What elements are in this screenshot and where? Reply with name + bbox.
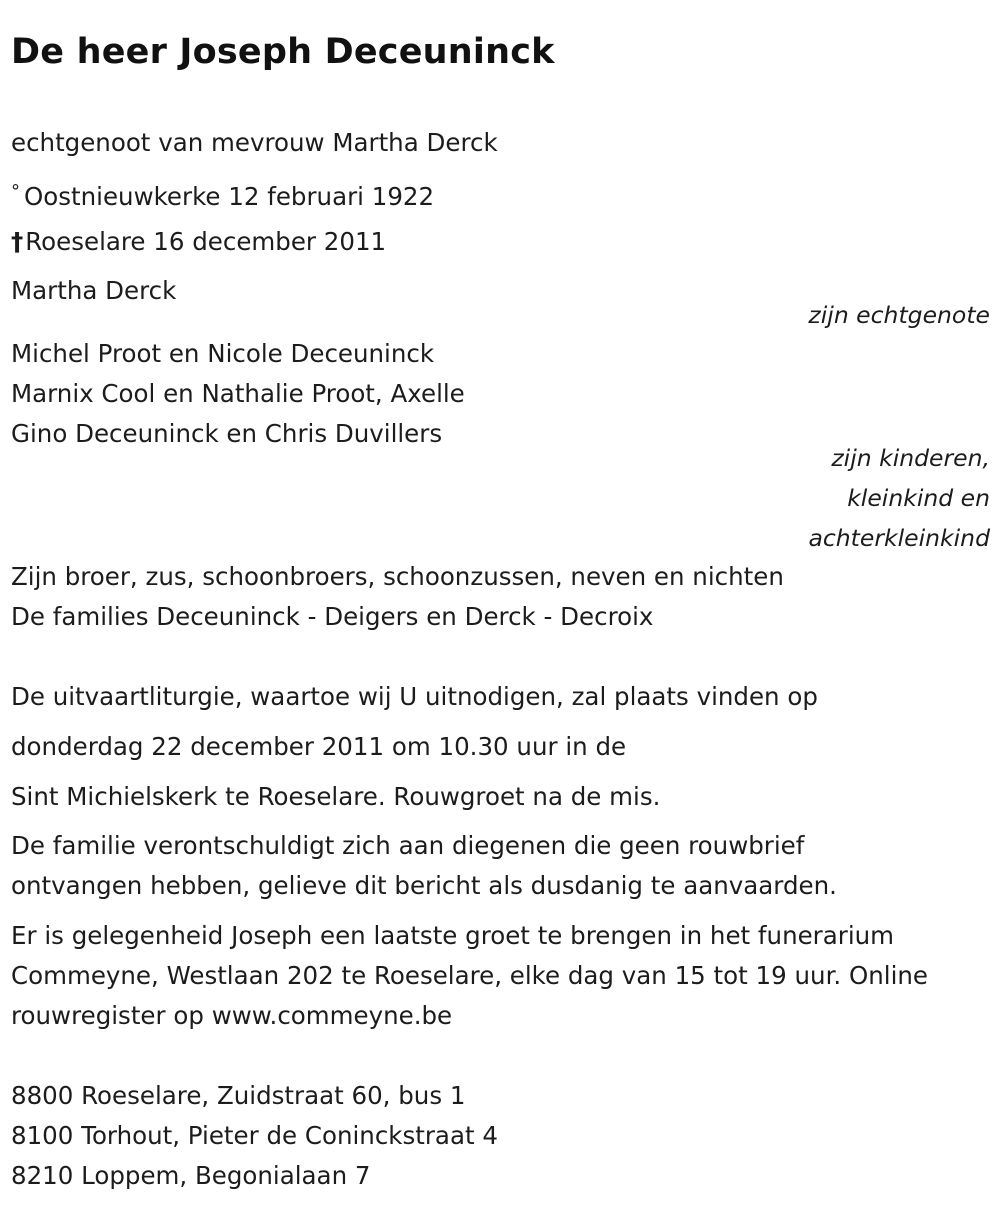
address-line: 8800 Roeselare, Zuidstraat 60, bus 1 [11, 1081, 466, 1110]
address-line: 8100 Torhout, Pieter de Coninckstraat 4 [11, 1121, 498, 1150]
visitation-line: Er is gelegenheid Joseph een laatste groet te brengen in het funerarium [11, 921, 895, 950]
children-role: zijn kinderen, [831, 444, 990, 472]
funeral-line: Sint Michielskerk te Roeselare. Rouwgroet na de mis. [11, 782, 661, 811]
page-title: De heer Joseph Deceuninck [11, 32, 555, 72]
relatives-line: De families Deceuninck - Deigers en Derck - Decroix [11, 602, 654, 631]
children-role: achterkleinkind [808, 524, 990, 552]
spouse-name: Martha Derck [11, 276, 177, 305]
death-text: Roeselare 16 december 2011 [25, 227, 387, 256]
birth-symbol: ° [11, 181, 20, 202]
spouse-role: zijn echtgenote [808, 301, 990, 329]
child-line: Michel Proot en Nicole Deceuninck [11, 339, 435, 368]
birth-line [11, 177, 434, 212]
address-line: 8210 Loppem, Begonialaan 7 [11, 1161, 371, 1190]
birth-text: Oostnieuwkerke 12 februari 1922 [24, 182, 435, 211]
funeral-line: De uitvaartliturgie, waartoe wij U uitnodigen, zal plaats vinden op [11, 682, 818, 711]
child-line: Marnix Cool en Nathalie Proot, Axelle [11, 379, 465, 408]
relatives-line: Zijn broer, zus, schoonbroers, schoonzussen, neven en nichten [11, 562, 784, 591]
children-role: kleinkind en [847, 484, 990, 512]
funeral-line: donderdag 22 december 2011 om 10.30 uur in de [11, 732, 627, 761]
cross-icon: † [11, 227, 24, 256]
death-line [11, 227, 386, 257]
child-line: Gino Deceuninck en Chris Duvillers [11, 419, 443, 448]
spouse-line: echtgenoot van mevrouw Martha Derck [11, 128, 498, 157]
apology-line: ontvangen hebben, gelieve dit bericht als dusdanig te aanvaarden. [11, 871, 837, 900]
visitation-line: Commeyne, Westlaan 202 te Roeselare, elke dag van 15 tot 19 uur. Online [11, 961, 928, 990]
apology-line: De familie verontschuldigt zich aan diegenen die geen rouwbrief [11, 831, 805, 860]
visitation-line: rouwregister op www.commeyne.be [11, 1001, 453, 1030]
